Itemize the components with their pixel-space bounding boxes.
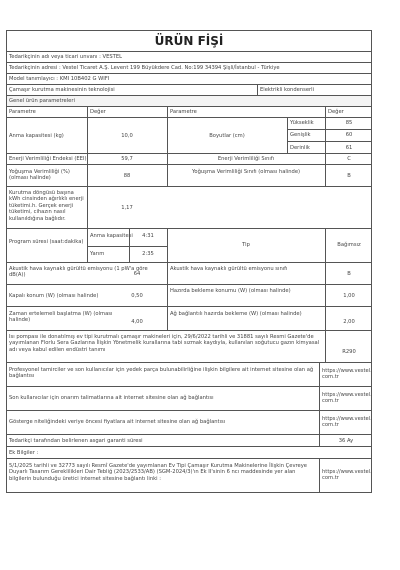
delay-value: 4,00 [131, 319, 143, 325]
capacity-label: Anma kapasitesi (kg) [9, 133, 64, 139]
heat-pump-label: Isı pompası ile donatılmış ev tipi kurutmalı çamaşır makineleri için, 29/6/2022 tarihli ve 31881 sayılı Resmi Gazete'de yayımlanan Florlu Sera Gazlarına İlişkin Yönetmelik kurallarına tabi sızmak kaydıyla, kullanılan soğutucu gazın kimyasal adı veya kabul edilen endüstri tanımı [9, 334, 320, 353]
energy-cycle-value: 1,17 [121, 205, 133, 211]
energy-cycle-row [6, 187, 372, 229]
program-full-value: 4:31 [142, 233, 154, 239]
condensation-value: 88 [123, 173, 131, 179]
capacity-row [6, 118, 372, 154]
technology-row [6, 85, 372, 96]
product-fiche [6, 30, 372, 493]
address-row [6, 63, 372, 74]
program-label: Program süresi (saat:dakika) [9, 239, 84, 245]
end-user-label: Son kullanıcılar için onarım talimatlarına ait internet sitesine olan ağ bağlantısı [9, 395, 214, 401]
energy-class-label: Enerji Verimliliği Sınıfı [217, 156, 275, 162]
column-header-row [6, 107, 372, 118]
professional-label: Profesyonel tamirciler ve son kullanıcılar için yedek parça bulunabilirliğine ilişkin bilgilere ait internet sitesine olan ağ bağlantısı [9, 367, 314, 380]
condensation-label: Yoğuşma Verimliliği (%) (olması halinde) [9, 169, 70, 182]
capacity-value: 10,0 [121, 133, 133, 139]
dimensions-label: Boyutlar (cm) [209, 133, 245, 139]
noise-row [6, 263, 372, 285]
authorized-label: Gösterge niteliğindeki veriye öncesi fiyatlara ait internet sitesine olan ağ bağlantısı [9, 419, 226, 425]
technology-label: Çamaşır kurutma makinesinin teknolojisi [9, 87, 115, 93]
col-value-left: Değer [90, 109, 106, 115]
warranty-row [6, 435, 372, 447]
standby-value: 1,00 [343, 293, 355, 299]
energy-class-value: C [347, 156, 351, 162]
eei-label: Enerji Verimliliği Endeksi (EEI) [9, 156, 87, 162]
delay-label: Zaman ertelemeli başlatma (W) (olması halinde) [9, 311, 113, 324]
eei-row [6, 154, 372, 165]
off-mode-row [6, 285, 372, 307]
end-user-row [6, 387, 372, 411]
authorized-link[interactable]: https://www.vestel.com.tr [322, 416, 372, 429]
technology-value: Elektrikli kondenserli [260, 87, 315, 93]
type-value: Bağımsız [337, 242, 361, 248]
dim-width-label: Genişlik [290, 132, 311, 138]
noise-label: Akustik hava kaynaklı gürültü emisyonu (1 pW'a göre dB(A)) [9, 266, 148, 279]
model-text: Model tanımlayıcı : KMI 10B402 G WIFI [9, 76, 110, 82]
program-half-label: Yarım [90, 251, 105, 257]
authorized-row [6, 411, 372, 435]
noise-value: 64 [133, 271, 141, 277]
dim-height-value: 85 [345, 120, 353, 126]
program-full-label: Anma kapasitesi [90, 233, 133, 239]
col-param-left: Parametre [9, 109, 36, 115]
program-half-value: 2:35 [142, 251, 154, 257]
dim-depth-label: Derinlik [290, 145, 310, 151]
standby-label: Hazırda bekleme konumu (W) (olması halinde) [170, 288, 291, 294]
general-header: Genel ürün parametreleri [9, 98, 75, 104]
program-row [6, 229, 372, 263]
noise-class-value: B [347, 271, 351, 277]
heat-pump-row [6, 331, 372, 363]
supplier-row [6, 52, 372, 63]
type-label: Tip [242, 242, 250, 248]
extra-header: Ek Bilgiler : [9, 450, 39, 456]
noise-class-label: Akustik hava kaynaklı gürültü emisyonu sınıfı [170, 266, 288, 272]
delay-row [6, 307, 372, 331]
condensation-class-value: B [347, 173, 351, 179]
heat-pump-value: R290 [342, 349, 356, 355]
dim-depth-value: 61 [345, 145, 353, 151]
model-row [6, 74, 372, 85]
networked-standby-label: Ağ bağlantılı hazırda bekleme (W) (olması halinde) [170, 311, 302, 317]
dim-width-value: 60 [345, 132, 353, 138]
dim-height-label: Yükseklik [290, 120, 314, 126]
fiche-title: ÜRÜN FİŞİ [6, 30, 372, 52]
extra-link[interactable]: https://www.vestel.com.tr [322, 469, 372, 482]
supplier-text: Tedarikçinin adı veya ticari unvanı : VESTEL [9, 54, 122, 60]
address-text: Tedarikçinin adresi : Vestel Ticaret A.Ş. Levent 199 Büyükdere Cad. No:199 34394 Şişli/İstanbul - Türkiye [9, 65, 280, 71]
networked-standby-value: 2,00 [343, 319, 355, 325]
energy-cycle-label: Kurutma döngüsü başına kWh cinsinden ağırlıklı enerji tüketimi.h. Gerçek enerji tüketimi, cihazın nasıl kullanıldığına bağlıdır. [9, 190, 84, 222]
condensation-row [6, 165, 372, 187]
extra-header-row [6, 447, 372, 459]
col-value-right: Değer [328, 109, 344, 115]
extra-row [6, 459, 372, 493]
off-mode-value: 0,50 [131, 293, 143, 299]
warranty-label: Tedarikçi tarafından belirlenen asgari garanti süresi [9, 438, 143, 444]
warranty-value: 36 Ay [338, 438, 354, 444]
col-param-right: Parametre [170, 109, 197, 115]
professional-row [6, 363, 372, 387]
eei-value: 59,7 [121, 156, 133, 162]
condensation-class-label: Yoğuşma Verimliliği Sınıfı (olması halinde) [191, 169, 301, 175]
general-header-row [6, 96, 372, 107]
end-user-link[interactable]: https://www.vestel.com.tr [322, 392, 372, 405]
professional-link[interactable]: https://www.vestel.com.tr [322, 368, 372, 381]
extra-label: 5/1/2025 tarihli ve 32773 sayılı Resmî Gazete'de yayımlanan Ev Tipi Çamaşır Kurutma Makinelerine İlişkin Çevreye Duyarlı Tasarım Gereklilikleri Dair Tebliğ (2023/2533/AB) (SGM-2024/3)'ın Ek II'sinin 6 ncı maddesinde yer alan bilgilerin bulunduğu üretici internet sitesine bağlantı linki : [9, 463, 308, 482]
off-mode-label: Kapalı konum (W) (olması halinde) [9, 293, 99, 299]
